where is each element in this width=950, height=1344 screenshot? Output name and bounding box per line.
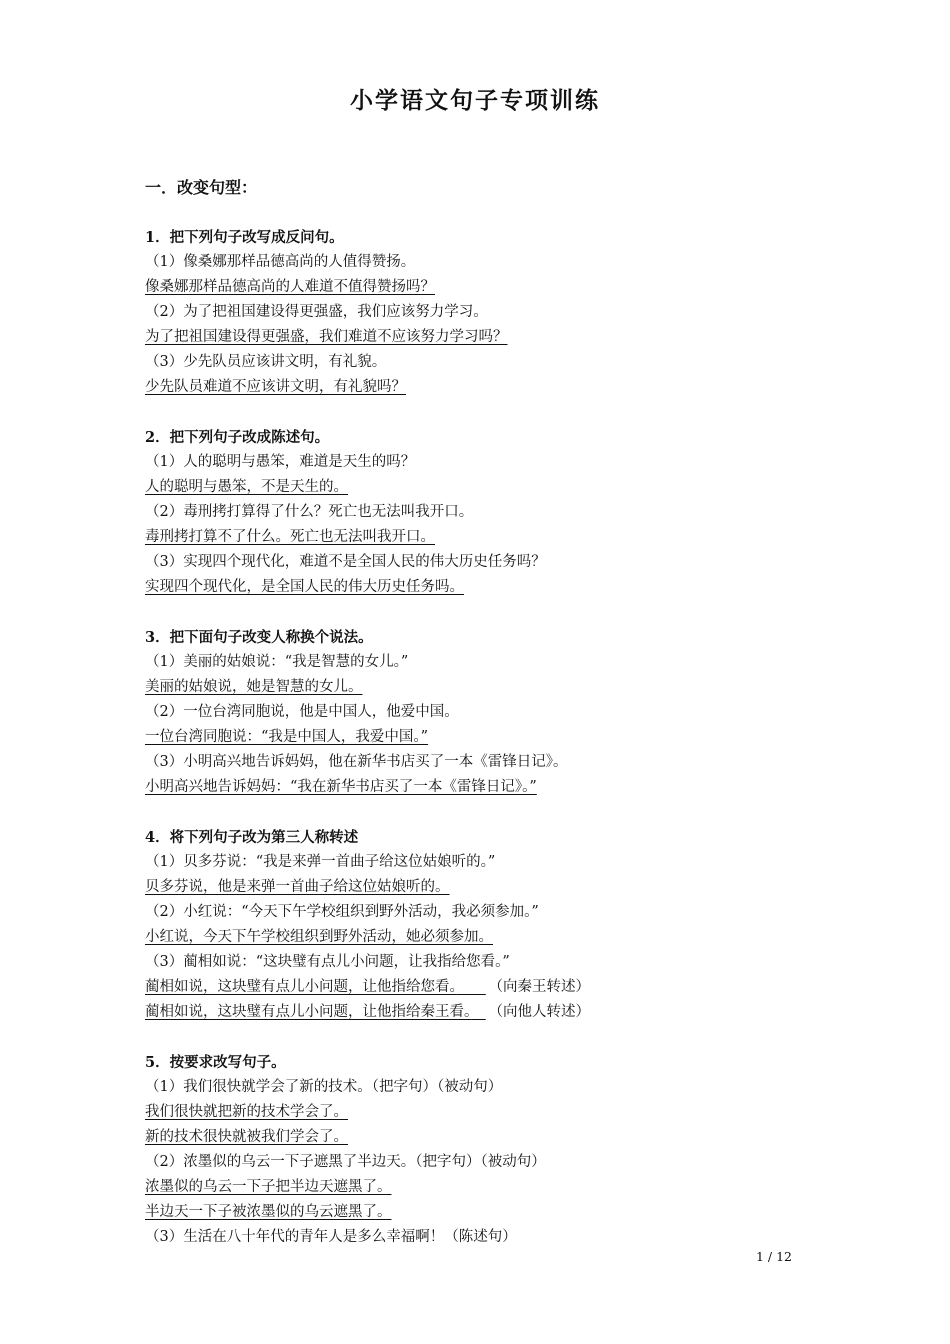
- answer-line: 蔺相如说，这块璧有点儿小问题，让他指给秦王看。 （向他人转述）: [145, 1004, 590, 1020]
- answer-line: 新的技术很快就被我们学会了。: [145, 1129, 348, 1145]
- question-line: （1）美丽的姑娘说：“我是智慧的女儿。”: [145, 654, 409, 670]
- answer-line: 人的聪明与愚笨，不是天生的。: [145, 479, 348, 495]
- question-line: （1）像桑娜那样品德高尚的人值得赞扬。: [145, 254, 416, 270]
- question-heading-4: 4．将下列句子改为第三人称转述: [145, 829, 359, 846]
- question-line: （3）生活在八十年代的青年人是多么幸福啊！（陈述句）: [145, 1229, 517, 1245]
- page-number: 1 / 12: [755, 1249, 792, 1264]
- answer-line: 贝多芬说，他是来弹一首曲子给这位姑娘听的。: [145, 879, 450, 895]
- answer-line: 我们很快就把新的技术学会了。: [145, 1104, 348, 1120]
- spacer: [145, 600, 825, 625]
- question-line: （3）蔺相如说：“这块璧有点儿小问题，让我指给您看。”: [145, 954, 510, 970]
- question-heading-5: 5．按要求改写句子。: [145, 1054, 286, 1071]
- question-line: （1）我们很快就学会了新的技术。（把字句）（被动句）: [145, 1079, 503, 1095]
- question-line: （1）人的聪明与愚笨，难道是天生的吗？: [145, 454, 416, 470]
- document-content: [145, 225, 825, 1250]
- answer-line: 小明高兴地告诉妈妈：“我在新华书店买了一本《雷锋日记》。”: [145, 779, 537, 795]
- answer-line: 实现四个现代化，是全国人民的伟大历史任务吗。: [145, 579, 464, 595]
- question-line: （2）为了把祖国建设得更强盛，我们应该努力学习。: [145, 304, 488, 320]
- answer-line: 一位台湾同胞说：“我是中国人，我爱中国。”: [145, 729, 429, 745]
- spacer: [145, 400, 825, 425]
- question-line: （2）浓墨似的乌云一下子遮黑了半边天。（把字句）（被动句）: [145, 1154, 546, 1170]
- question-line: （2）毒刑拷打算得了什么？死亡也无法叫我开口。: [145, 504, 474, 520]
- answer-line: 像桑娜那样品德高尚的人难道不值得赞扬吗？: [145, 279, 435, 295]
- question-line: （2）小红说：“今天下午学校组织到野外活动，我必须参加。”: [145, 904, 539, 920]
- question-heading-1: 1．把下列句子改写成反问句。: [145, 229, 344, 246]
- answer-line: 浓墨似的乌云一下子把半边天遮黑了。: [145, 1179, 392, 1195]
- answer-note: （向秦王转述）: [495, 979, 590, 995]
- question-line: （3）实现四个现代化，难道不是全国人民的伟大历史任务吗？: [145, 554, 546, 570]
- answer-line: 蔺相如说，这块璧有点儿小问题，让他指给您看。 （向秦王转述）: [145, 979, 590, 995]
- question-line: （2）一位台湾同胞说，他是中国人，他爱中国。: [145, 704, 459, 720]
- question-heading-3: 3．把下面句子改变人称换个说法。: [145, 629, 373, 646]
- section-title: 一．改变句型：: [145, 178, 258, 197]
- question-line: （3）小明高兴地告诉妈妈，他在新华书店买了一本《雷锋日记》。: [145, 754, 568, 770]
- answer-line: 毒刑拷打算不了什么。死亡也无法叫我开口。: [145, 529, 435, 545]
- answer-line: 半边天一下子被浓墨似的乌云遮黑了。: [145, 1204, 392, 1220]
- question-line: （1）贝多芬说：“我是来弹一首曲子给这位姑娘听的。”: [145, 854, 496, 870]
- page-title: 小学语文句子专项训练: [350, 87, 600, 114]
- question-heading-2: 2．把下列句子改成陈述句。: [145, 429, 330, 446]
- question-line: （3）少先队员应该讲文明，有礼貌。: [145, 354, 387, 370]
- answer-line: 小红说，今天下午学校组织到野外活动，她必须参加。: [145, 929, 493, 945]
- spacer: [145, 800, 825, 825]
- answer-line: 为了把祖国建设得更强盛，我们难道不应该努力学习吗？: [145, 329, 508, 345]
- answer-line: 少先队员难道不应该讲文明，有礼貌吗？: [145, 379, 406, 395]
- answer-line: 美丽的姑娘说，她是智慧的女儿。: [145, 679, 363, 695]
- answer-note: （向他人转述）: [495, 1004, 590, 1020]
- spacer: [145, 1025, 825, 1050]
